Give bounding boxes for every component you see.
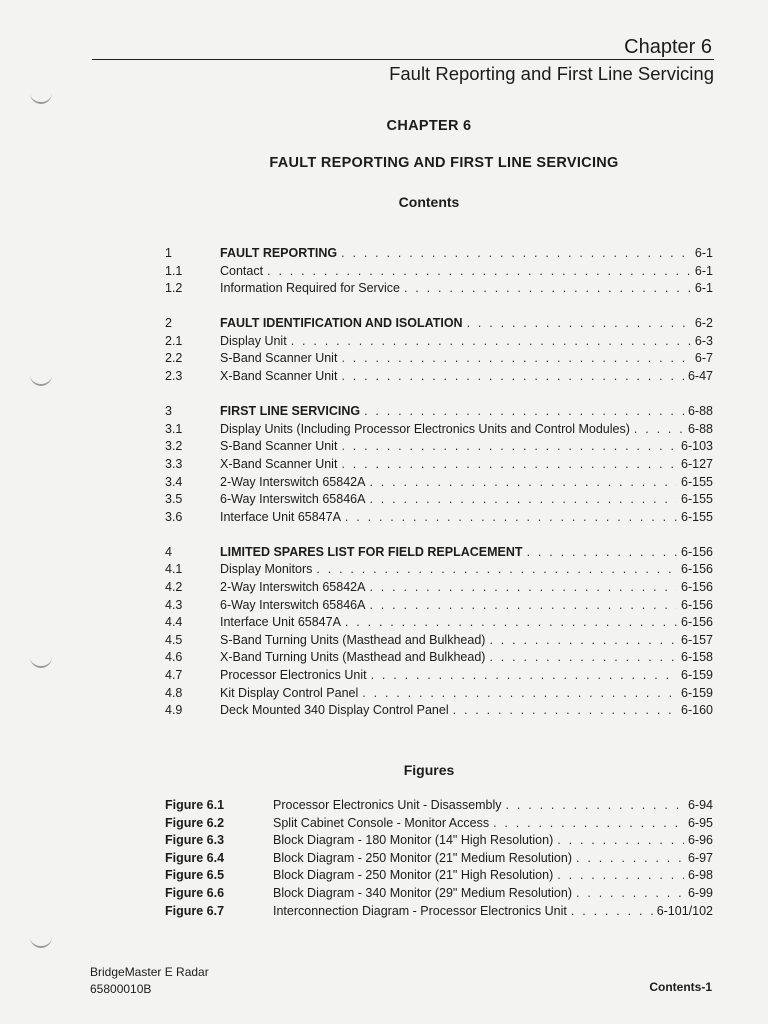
entry-number: 3.1 [165, 421, 183, 436]
entry-title: Display Units (Including Processor Electronics Units and Control Modules) [220, 421, 630, 436]
entry-title: Block Diagram - 250 Monitor (21" Medium Resolution) [273, 850, 572, 865]
leader-dots [369, 597, 677, 615]
entry-number: 4.9 [165, 703, 183, 718]
entry-page: 6-1 [694, 246, 713, 260]
toc-entry [165, 614, 713, 632]
entry-title: Contact [220, 263, 264, 278]
leader-dots [316, 561, 677, 579]
entry-page: 6-94 [687, 798, 713, 812]
section-gap [165, 298, 713, 316]
entry-title: S-Band Scanner Unit [220, 439, 338, 454]
leader-dots [341, 350, 690, 368]
entry-title: Block Diagram - 250 Monitor (21" High Resolution) [273, 868, 554, 883]
figure-entry [165, 885, 713, 903]
entry-page: 6-1 [694, 263, 713, 278]
entry-page: 6-155 [681, 509, 713, 524]
entry-number: 2.1 [165, 333, 183, 348]
entry-number: 3.4 [165, 474, 183, 489]
entry-page: 6-127 [681, 456, 713, 471]
entry-page: 6-156 [681, 562, 713, 577]
leader-dots [634, 421, 684, 439]
leader-dots [341, 438, 677, 456]
leader-dots [489, 632, 677, 650]
leader-dots [267, 263, 691, 281]
entry-title: LIMITED SPARES LIST FOR FIELD REPLACEMENT [220, 544, 523, 559]
toc-entry [165, 350, 713, 368]
entry-page: 6-156 [681, 544, 713, 559]
entry-title: FAULT REPORTING [220, 246, 338, 260]
footer-page-number: Contents-1 [649, 980, 712, 994]
binder-hole [30, 370, 52, 386]
entry-number: 3.5 [165, 492, 183, 507]
footer-product [90, 964, 209, 998]
leader-dots [345, 614, 677, 632]
leader-dots [371, 667, 677, 685]
toc-section-heading [165, 245, 713, 263]
entry-title: Processor Electronics Unit - Disassembly [273, 798, 502, 812]
binder-hole [30, 88, 52, 104]
leader-dots [467, 315, 691, 333]
toc-entry [165, 597, 713, 615]
entry-title: Kit Display Control Panel [220, 685, 359, 700]
leader-dots [341, 245, 691, 263]
chapter-label: CHAPTER 6 [386, 118, 472, 134]
entry-number: 3.3 [165, 456, 183, 471]
leader-dots [453, 702, 677, 720]
entry-number: 4.7 [165, 667, 183, 682]
header-rule [92, 59, 714, 60]
entry-title: X-Band Turning Units (Masthead and Bulkhead) [220, 650, 486, 665]
toc-entry [165, 649, 713, 667]
entry-page: 6-159 [681, 667, 713, 682]
footer-doc-number: 65800010B [90, 982, 152, 996]
figure-entry [165, 903, 713, 921]
entry-title: 2-Way Interswitch 65842A [220, 474, 366, 489]
entry-title: 2-Way Interswitch 65842A [220, 580, 366, 594]
entry-page: 6-95 [687, 815, 713, 830]
section-gap [165, 526, 713, 544]
entry-title: S-Band Scanner Unit [220, 351, 338, 366]
entry-page: 6-1 [694, 281, 713, 296]
entry-number: 1 [165, 246, 172, 260]
entry-number: Figure 6.4 [165, 850, 225, 865]
entry-page: 6-156 [681, 597, 713, 612]
leader-dots [571, 903, 653, 921]
toc-entry [165, 263, 713, 281]
table-of-contents [165, 245, 713, 720]
list-of-figures [165, 797, 713, 920]
toc-entry [165, 632, 713, 650]
toc-entry [165, 456, 713, 474]
entry-title: FAULT IDENTIFICATION AND ISOLATION [220, 316, 463, 331]
section-gap [165, 386, 713, 404]
entry-page: 6-3 [694, 333, 713, 348]
entry-number: 2.2 [165, 351, 183, 366]
entry-page: 6-155 [681, 474, 713, 489]
leader-dots [369, 474, 677, 492]
entry-page: 6-88 [687, 404, 713, 419]
toc-entry [165, 280, 713, 298]
entry-page: 6-158 [681, 650, 713, 665]
entry-page: 6-2 [694, 316, 713, 331]
leader-dots [369, 579, 677, 597]
footer-product-name: BridgeMaster E Radar [90, 965, 209, 979]
toc-entry [165, 702, 713, 720]
entry-number: Figure 6.5 [165, 868, 225, 883]
entry-title: S-Band Turning Units (Masthead and Bulkhead) [220, 632, 486, 647]
entry-number: Figure 6.6 [165, 885, 225, 900]
leader-dots [557, 832, 684, 850]
entry-number: 1.1 [165, 263, 183, 278]
figure-entry [165, 797, 713, 815]
entry-title: Block Diagram - 340 Monitor (29" Medium Resolution) [273, 885, 572, 900]
entry-title: FIRST LINE SERVICING [220, 404, 361, 419]
entry-number: 1.2 [165, 281, 183, 296]
entry-page: 6-99 [687, 885, 713, 900]
toc-entry [165, 474, 713, 492]
running-header-chapter: Chapter 6 [624, 36, 712, 58]
entry-page: 6-96 [687, 833, 713, 848]
entry-page: 6-157 [681, 632, 713, 647]
binder-hole [30, 932, 52, 948]
toc-section-heading [165, 403, 713, 421]
leader-dots [369, 491, 677, 509]
entry-number: 4.6 [165, 650, 183, 665]
entry-title: Block Diagram - 180 Monitor (14" High Resolution) [273, 833, 554, 848]
toc-entry [165, 579, 713, 597]
entry-title: Interconnection Diagram - Processor Electronics Unit [273, 903, 567, 918]
entry-page: 6-155 [681, 492, 713, 507]
entry-page: 6-156 [681, 615, 713, 630]
toc-entry [165, 509, 713, 527]
entry-title: X-Band Scanner Unit [220, 369, 338, 384]
leader-dots [364, 403, 684, 421]
entry-number: 4.5 [165, 632, 183, 647]
entry-number: 4.1 [165, 562, 183, 577]
entry-number: 4.2 [165, 580, 183, 594]
entry-number: 3 [165, 404, 172, 419]
entry-number: Figure 6.3 [165, 833, 225, 848]
leader-dots [404, 280, 691, 298]
toc-section-heading [165, 315, 713, 333]
leader-dots [557, 867, 684, 885]
toc-entry [165, 333, 713, 351]
leader-dots [506, 797, 684, 815]
contents-heading: Contents [398, 194, 460, 210]
toc-section-heading [165, 544, 713, 562]
entry-title: 6-Way Interswitch 65846A [220, 597, 366, 612]
entry-title: Display Monitors [220, 562, 313, 577]
toc-entry [165, 368, 713, 386]
entry-page: 6-103 [681, 439, 713, 454]
entry-title: X-Band Scanner Unit [220, 456, 338, 471]
entry-number: 2.3 [165, 369, 183, 384]
leader-dots [527, 544, 677, 562]
toc-entry [165, 667, 713, 685]
entry-page: 6-98 [687, 868, 713, 883]
leader-dots [489, 649, 677, 667]
running-header-title: Fault Reporting and First Line Servicing [389, 63, 714, 84]
figures-heading: Figures [403, 762, 455, 778]
entry-page: 6-7 [694, 351, 713, 366]
entry-title: Interface Unit 65847A [220, 509, 341, 524]
leader-dots [345, 509, 677, 527]
entry-title: Split Cabinet Console - Monitor Access [273, 815, 490, 830]
entry-number: 4 [165, 544, 172, 559]
entry-number: 4.3 [165, 597, 183, 612]
leader-dots [291, 333, 691, 351]
entry-title: Display Unit [220, 333, 287, 348]
entry-page: 6-159 [681, 685, 713, 700]
entry-page: 6-156 [681, 580, 713, 594]
leader-dots [341, 456, 677, 474]
entry-title: Processor Electronics Unit [220, 667, 367, 682]
toc-entry [165, 438, 713, 456]
leader-dots [362, 685, 677, 703]
entry-page: 6-88 [687, 421, 713, 436]
entry-page: 6-160 [681, 703, 713, 718]
toc-entry [165, 491, 713, 509]
toc-entry [165, 685, 713, 703]
entry-number: 4.4 [165, 615, 183, 630]
leader-dots [576, 850, 684, 868]
leader-dots [576, 885, 684, 903]
entry-number: Figure 6.1 [165, 798, 225, 812]
entry-page: 6-47 [687, 369, 713, 384]
entry-title: 6-Way Interswitch 65846A [220, 492, 366, 507]
entry-number: 4.8 [165, 685, 183, 700]
toc-entry [165, 421, 713, 439]
entry-page: 6-97 [687, 850, 713, 865]
figure-entry [165, 867, 713, 885]
entry-number: 2 [165, 316, 172, 331]
entry-title: Deck Mounted 340 Display Control Panel [220, 703, 449, 718]
toc-entry [165, 561, 713, 579]
entry-number: Figure 6.2 [165, 815, 225, 830]
entry-number: 3.6 [165, 509, 183, 524]
entry-number: 3.2 [165, 439, 183, 454]
entry-number: Figure 6.7 [165, 903, 225, 918]
entry-page: 6-101/102 [656, 903, 713, 918]
figure-entry [165, 815, 713, 833]
entry-title: Interface Unit 65847A [220, 615, 341, 630]
binder-hole [30, 652, 52, 668]
entry-title: Information Required for Service [220, 281, 400, 296]
chapter-title: FAULT REPORTING AND FIRST LINE SERVICING [269, 155, 619, 171]
figure-entry [165, 850, 713, 868]
leader-dots [493, 815, 684, 833]
figure-entry [165, 832, 713, 850]
leader-dots [341, 368, 684, 386]
